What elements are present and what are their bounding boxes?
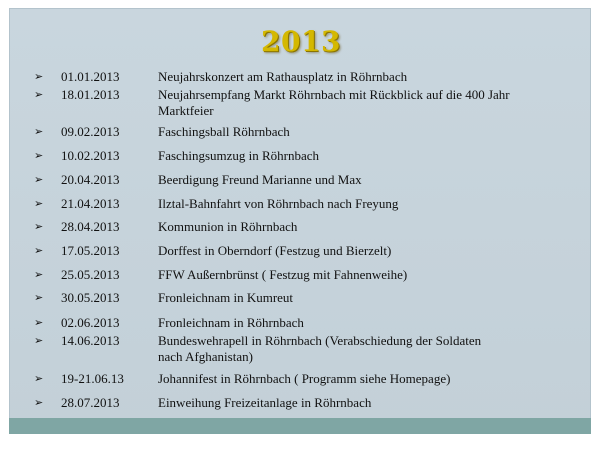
event-date: 02.06.2013 [61, 315, 120, 330]
footer-bar [9, 418, 591, 434]
arrow-bullet-icon: ➢ [34, 334, 44, 347]
event-list [10, 9, 592, 434]
arrow-bullet-icon: ➢ [34, 268, 44, 281]
event-text: Faschingsball Röhrnbach [158, 124, 290, 139]
event-text: Ilztal-Bahnfahrt von Röhrnbach nach Freyung [158, 196, 399, 211]
arrow-bullet-icon: ➢ [34, 396, 44, 409]
event-date: 30.05.2013 [61, 290, 120, 305]
event-text: Kommunion in Röhrnbach [158, 219, 298, 234]
event-text: FFW Außernbrünst ( Festzug mit Fahnenweihe) [158, 267, 408, 282]
arrow-bullet-icon: ➢ [34, 316, 44, 329]
arrow-bullet-icon: ➢ [34, 197, 44, 210]
arrow-bullet-icon: ➢ [34, 88, 44, 101]
event-date: 09.02.2013 [61, 124, 120, 139]
event-date: 28.04.2013 [61, 219, 120, 234]
event-text: Fronleichnam in Kumreut [158, 290, 294, 305]
event-text: Neujahrskonzert am Rathausplatz in Röhrnbach [158, 69, 408, 84]
event-date: 17.05.2013 [61, 243, 120, 258]
arrow-bullet-icon: ➢ [34, 70, 44, 83]
event-date: 14.06.2013 [61, 333, 120, 348]
event-text: Einweihung Freizeitanlage in Röhrnbach [158, 395, 372, 410]
event-text: Bundeswehrapell in Röhrnbach (Verabschiedung der Soldaten nach Afghanistan) [158, 333, 482, 364]
event-text: Faschingsumzug in Röhrnbach [158, 148, 320, 163]
event-date: 01.01.2013 [61, 69, 120, 84]
event-text: Johannifest in Röhrnbach ( Programm siehe Homepage) [158, 371, 451, 386]
arrow-bullet-icon: ➢ [34, 173, 44, 186]
arrow-bullet-icon: ➢ [34, 220, 44, 233]
event-text: Dorffest in Oberndorf (Festzug und Bierzelt) [158, 243, 392, 258]
event-date: 25.05.2013 [61, 267, 120, 282]
slide-background [9, 8, 591, 433]
event-date: 19-21.06.13 [61, 371, 124, 386]
arrow-bullet-icon: ➢ [34, 291, 44, 304]
event-text: Fronleichnam in Röhrnbach [158, 315, 304, 330]
event-date: 20.04.2013 [61, 172, 120, 187]
event-date: 18.01.2013 [61, 87, 120, 102]
event-date: 21.04.2013 [61, 196, 120, 211]
event-date: 28.07.2013 [61, 395, 120, 410]
arrow-bullet-icon: ➢ [34, 244, 44, 257]
arrow-bullet-icon: ➢ [34, 125, 44, 138]
event-date: 10.02.2013 [61, 148, 120, 163]
arrow-bullet-icon: ➢ [34, 149, 44, 162]
event-text: Neujahrsempfang Markt Röhrnbach mit Rückblick auf die 400 Jahr Marktfeier [158, 87, 510, 118]
year-title: 2013 [261, 25, 341, 58]
arrow-bullet-icon: ➢ [34, 372, 44, 385]
event-text: Beerdigung Freund Marianne und Max [158, 172, 362, 187]
